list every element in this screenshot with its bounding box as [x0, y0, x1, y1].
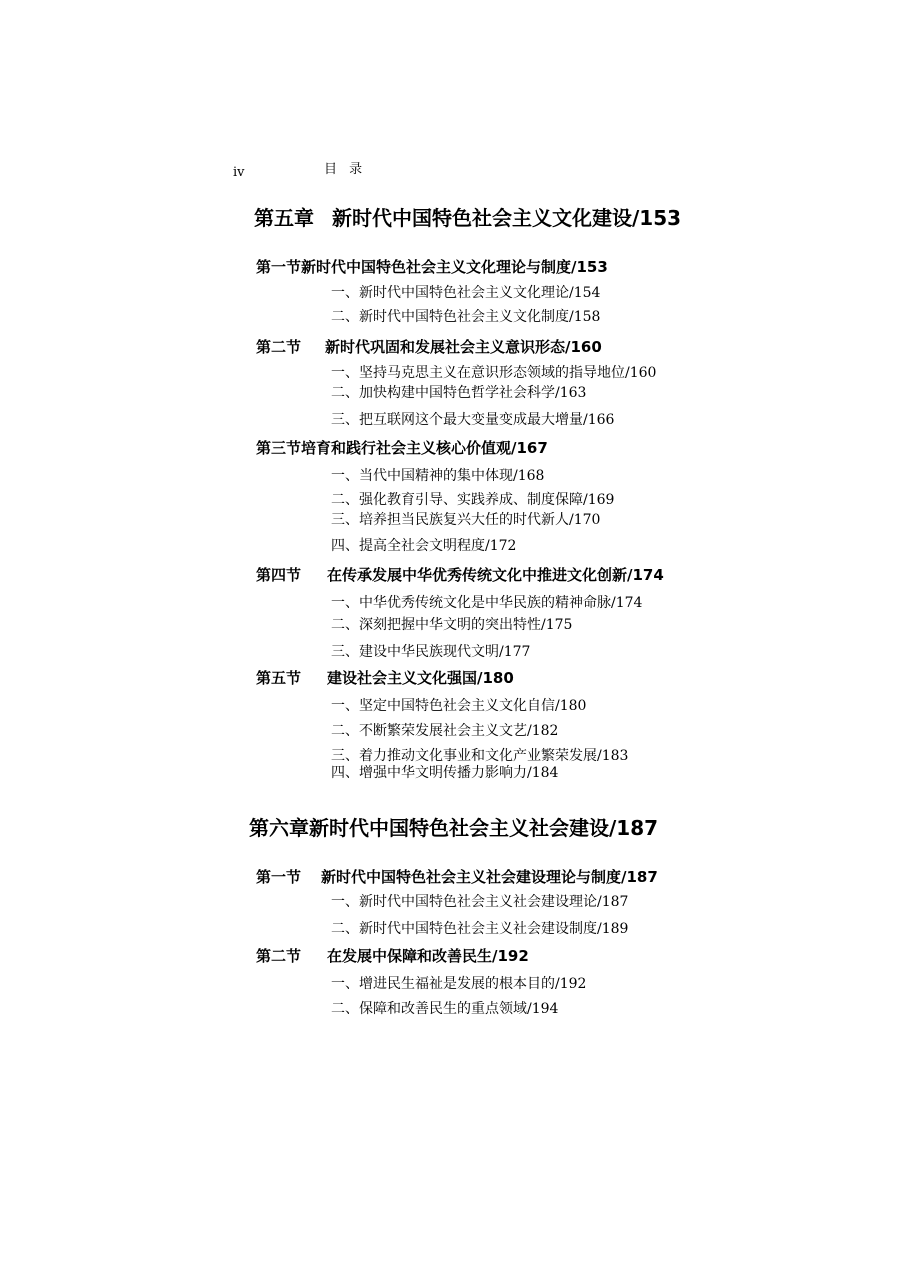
running-title: 目 录	[324, 162, 367, 177]
section-title: 新时代中国特色社会主义社会建设理论与制度/187	[321, 868, 658, 886]
toc-item: 一、中华优秀传统文化是中华民族的精神命脉/174	[331, 595, 643, 611]
chapter-label: 第六章	[249, 816, 309, 840]
toc-item: 一、坚持马克思主义在意识形态领域的指导地位/160	[331, 365, 657, 381]
toc-item: 一、增进民生福祉是发展的根本目的/192	[331, 976, 587, 992]
section-heading	[256, 260, 608, 275]
section-heading	[256, 568, 664, 583]
chapter-6-heading	[249, 818, 658, 838]
toc-item: 四、增强中华文明传播力影响力/184	[331, 765, 559, 781]
toc-item: 二、不断繁荣发展社会主义文艺/182	[331, 723, 559, 739]
toc-item: 一、当代中国精神的集中体现/168	[331, 468, 545, 484]
chapter-title: 新时代中国特色社会主义文化建设/153	[332, 206, 682, 230]
section-label: 第二节	[256, 947, 302, 965]
section-label: 第四节	[256, 566, 302, 584]
section-heading	[256, 949, 529, 964]
toc-item: 二、新时代中国特色社会主义文化制度/158	[331, 309, 601, 325]
toc-item: 二、深刻把握中华文明的突出特性/175	[331, 617, 573, 633]
toc-item: 三、培养担当民族复兴大任的时代新人/170	[331, 512, 601, 528]
section-label: 第一节	[256, 868, 302, 886]
chapter-5-heading	[254, 208, 681, 228]
toc-item: 四、提高全社会文明程度/172	[331, 538, 517, 554]
toc-item: 二、新时代中国特色社会主义社会建设制度/189	[331, 921, 629, 937]
section-heading	[256, 870, 658, 885]
section-label: 第二节	[256, 338, 302, 356]
section-title: 在发展中保障和改善民生/192	[327, 947, 529, 965]
section-label: 第五节	[256, 669, 302, 687]
section-title: 建设社会主义文化强国/180	[327, 669, 514, 687]
toc-item: 三、建设中华民族现代文明/177	[331, 644, 531, 660]
toc-item: 一、新时代中国特色社会主义社会建设理论/187	[331, 894, 629, 910]
section-title: 新时代中国特色社会主义文化理论与制度/153	[301, 258, 608, 276]
section-title: 培育和践行社会主义核心价值观/167	[301, 439, 548, 457]
toc-item: 一、坚定中国特色社会主义文化自信/180	[331, 698, 587, 714]
section-label: 第一节	[256, 258, 302, 276]
page-number: iv	[233, 165, 245, 180]
toc-item: 三、把互联网这个最大变量变成最大增量/166	[331, 412, 615, 428]
toc-item: 二、加快构建中国特色哲学社会科学/163	[331, 385, 587, 401]
toc-item: 一、新时代中国特色社会主义文化理论/154	[331, 285, 601, 301]
section-title: 新时代巩固和发展社会主义意识形态/160	[325, 338, 602, 356]
toc-item: 二、保障和改善民生的重点领域/194	[331, 1001, 559, 1017]
section-heading	[256, 671, 514, 686]
section-label: 第三节	[256, 439, 302, 457]
section-heading	[256, 340, 602, 355]
section-heading	[256, 441, 548, 456]
toc-item: 二、强化教育引导、实践养成、制度保障/169	[331, 492, 615, 508]
chapter-title: 新时代中国特色社会主义社会建设/187	[309, 816, 659, 840]
chapter-label: 第五章	[254, 206, 314, 230]
toc-item: 三、着力推动文化事业和文化产业繁荣发展/183	[331, 748, 629, 764]
section-title: 在传承发展中华优秀传统文化中推进文化创新/174	[327, 566, 664, 584]
